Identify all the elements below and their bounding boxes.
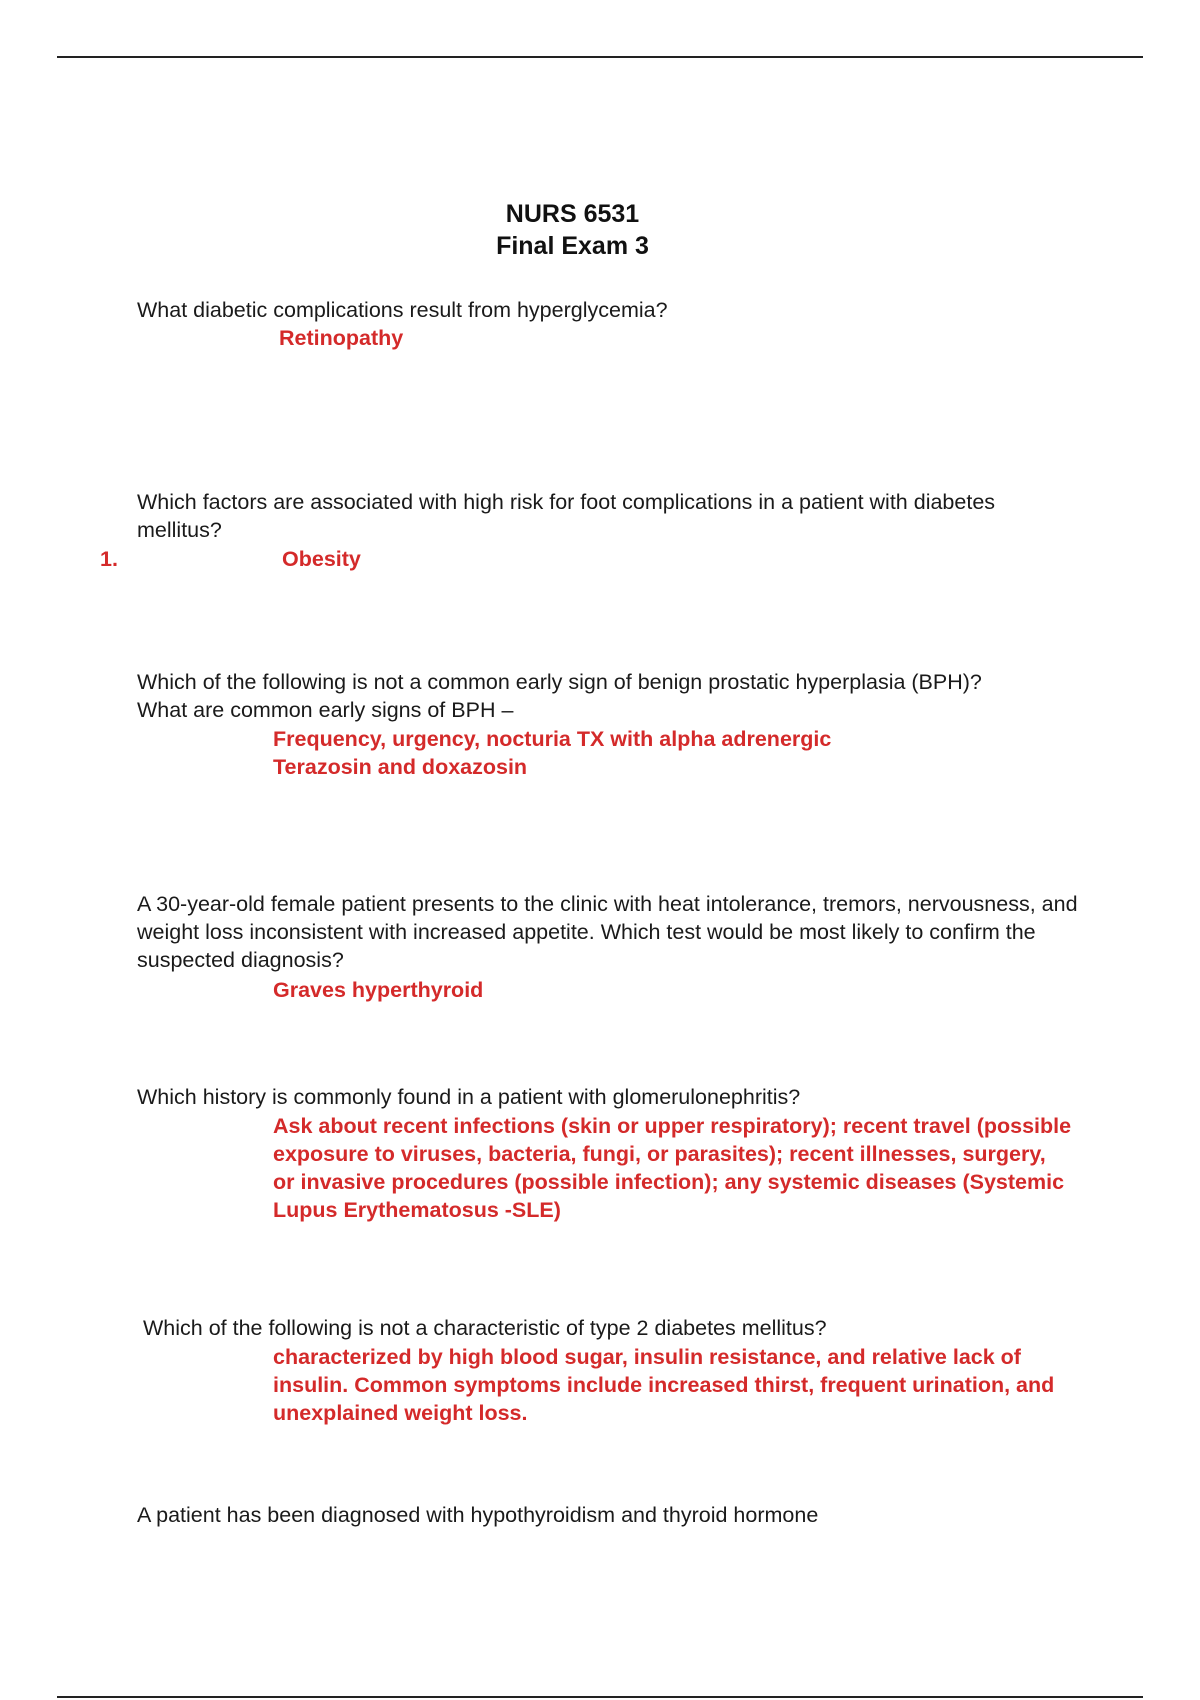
course-title: NURS 6531 <box>505 200 640 228</box>
answer-6: characterized by high blood sugar, insulin resistance, and relative lack of insulin. Common symptoms include increased thirst, frequent urination, and unexplained weight loss. <box>273 1345 1055 1425</box>
exam-title: Final Exam 3 <box>496 232 649 260</box>
question-6: Which of the following is not a characteristic of type 2 diabetes mellitus? <box>143 1316 827 1340</box>
question-5: Which history is commonly found in a patient with glomerulonephritis? <box>137 1085 801 1109</box>
answer-1: Retinopathy <box>279 326 404 350</box>
answer-2: Obesity <box>282 547 361 571</box>
question-4: A 30-year-old female patient presents to the clinic with heat intolerance, tremors, nervousness, and weight loss inconsistent with increased appetite. Which test would be most likely to confirm the suspected diagnosis? <box>137 892 1078 972</box>
top-rule <box>57 56 1143 58</box>
answer-5: Ask about recent infections (skin or upper respiratory); recent travel (possible exposure to viruses, bacteria, fungi, or parasites); recent illnesses, surgery, or invasive procedures (possible infection); any systemic diseases (Systemic Lupus Erythematosus -SLE) <box>273 1114 1072 1222</box>
question-1: What diabetic complications result from hyperglycemia? <box>137 298 668 322</box>
list-number: 1. <box>100 547 118 571</box>
question-2: Which factors are associated with high risk for foot complications in a patient with diabetes mellitus? <box>137 490 996 542</box>
answer-3: Frequency, urgency, nocturia TX with alpha adrenergic Terazosin and doxazosin <box>273 727 832 779</box>
question-7: A patient has been diagnosed with hypothyroidism and thyroid hormone <box>137 1503 819 1527</box>
question-3: Which of the following is not a common early sign of benign prostatic hyperplasia (BPH)? What are common early signs of BPH – <box>137 670 982 722</box>
bottom-rule <box>57 1696 1143 1698</box>
answer-4: Graves hyperthyroid <box>273 978 484 1002</box>
